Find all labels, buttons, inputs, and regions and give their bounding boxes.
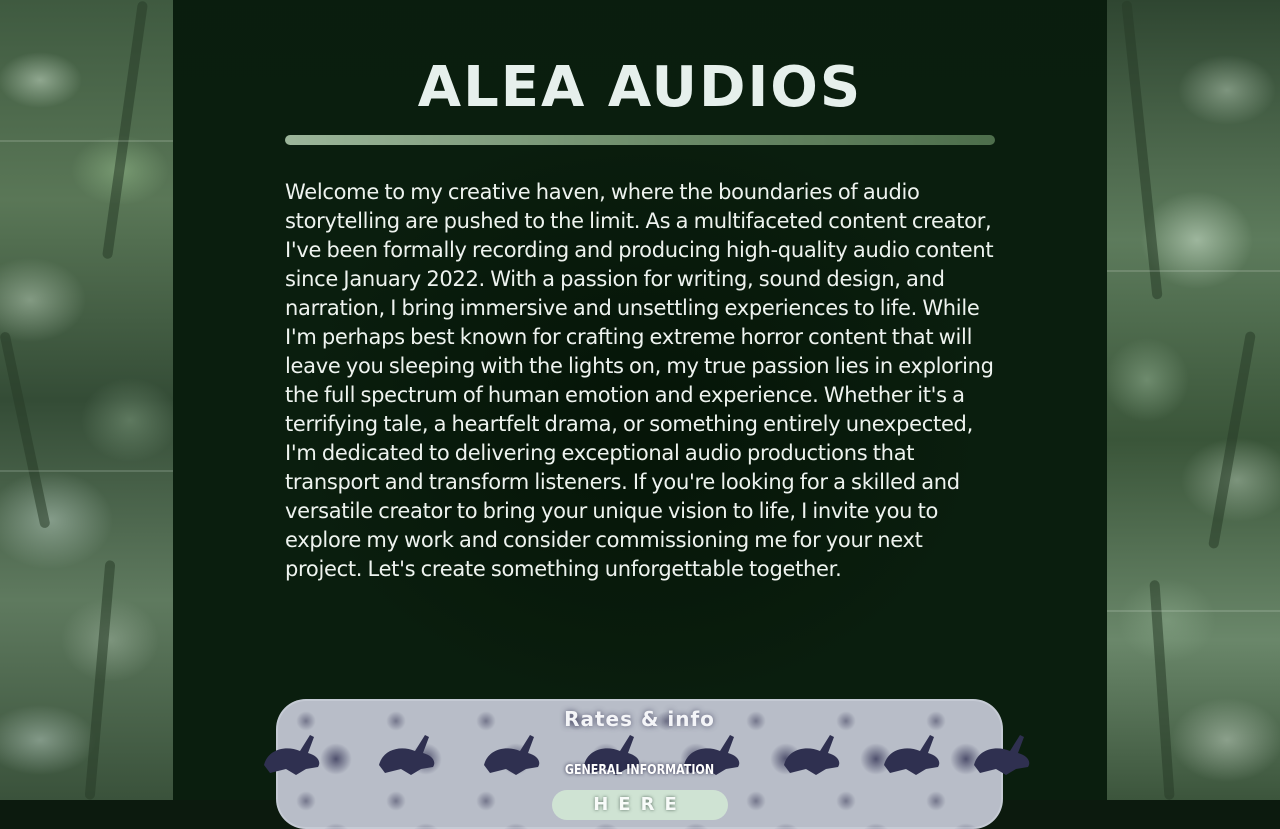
rates-card: [276, 699, 1003, 829]
web-line: [0, 140, 173, 142]
intro-paragraph: Welcome to my creative haven, where the boundaries of audio storytelling are pushed to the limit. As a multifaceted content creator, I've been formally recording and producing high-quality audio content since January 2022. With a passion for writing, sound design, and narration, I bring immersive and unsettling experiences to life. While I'm perhaps best known for crafting extreme horror content that will leave you sleeping with the lights on, my true passion lies in exploring the full spectrum of human emotion and experience. Whether it's a terrifying tale, a heartfelt drama, or something entirely unexpected, I'm dedicated to delivering exceptional audio productions that transport and transform listeners. If you're looking for a skilled and versatile creator to bring your unique vision to life, I invite you to explore my work and consider commissioning me for your next project. Let's create something unforgettable together.: [285, 180, 994, 581]
web-line: [0, 470, 173, 472]
web-line: [1107, 610, 1280, 612]
right-artwork-panel: [1107, 0, 1280, 800]
branch-decoration: [1208, 331, 1256, 549]
title-divider: [285, 135, 995, 145]
branch-decoration: [1121, 0, 1162, 299]
branch-decoration: [0, 331, 51, 529]
general-information-label: GENERAL INFORMATION: [564, 763, 715, 778]
here-button[interactable]: HERE: [552, 790, 728, 820]
site-title: ALEA AUDIOS: [417, 54, 863, 120]
branch-decoration: [85, 560, 116, 800]
rabbit-icon: [966, 727, 1036, 777]
branch-decoration: [102, 1, 148, 260]
branch-decoration: [1149, 580, 1174, 800]
rabbit-icon: [256, 727, 326, 777]
web-line: [1107, 270, 1280, 272]
left-artwork-panel: [0, 0, 173, 800]
rates-title: Rates & info: [564, 707, 715, 731]
main-content: [173, 0, 1107, 815]
